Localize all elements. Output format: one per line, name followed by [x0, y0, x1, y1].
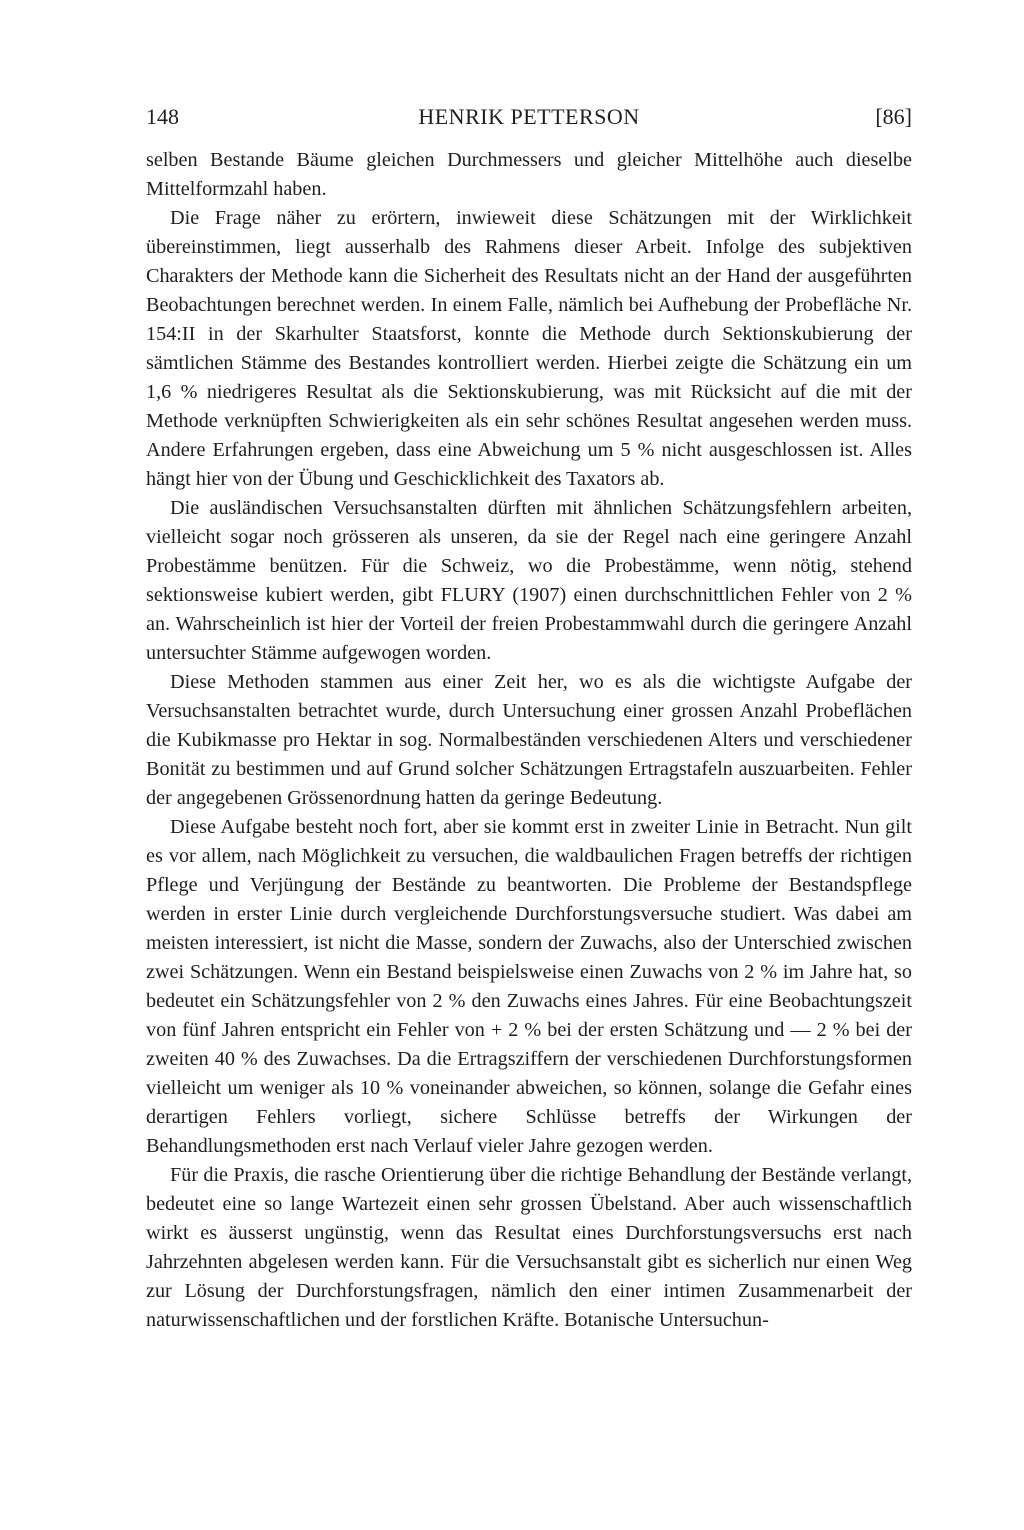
section-reference: [86] [875, 104, 912, 129]
book-page [146, 100, 912, 1335]
paragraph: Diese Methoden stammen aus einer Zeit her, wo es als die wichtigste Aufgabe der Versuchsanstalten betrachtet wurde, durch Untersuchung einer grossen Anzahl Probeflächen die Kubikmasse pro Hektar in sog. Normalbeständen verschiedenen Alters und verschiedener Bonität zu bestimmen und auf Grund solcher Schätzungen Ertragstafeln auszuarbeiten. Fehler der angegebenen Grössenordnung hatten da geringe Bedeutung. [146, 671, 912, 809]
running-title: HENRIK PETTERSON [418, 104, 640, 129]
page-number: 148 [146, 104, 179, 129]
paragraph: Die Frage näher zu erörtern, inwieweit diese Schätzungen mit der Wirklichkeit übereinstimmen, liegt ausserhalb des Rahmens dieser Arbeit. Infolge des subjektiven Charakters der Methode kann die Sicherheit des Resultats nicht an der Hand der ausgeführten Beobachtungen berechnet werden. In einem Falle, nämlich bei Aufhebung der Probefläche Nr. 154:II in der Skarhulter Staatsforst, konnte die Methode durch Sektionskubierung der sämtlichen Stämme des Bestandes kontrolliert werden. Hierbei zeigte die Schätzung ein um 1,6 % niedrigeres Resultat als die Sektionskubierung, was mit Rücksicht auf die mit der Methode verknüpften Schwierigkeiten als ein sehr schönes Resultat angesehen werden muss. Andere Erfahrungen ergeben, dass eine Abweichung um 5 % nicht ausgeschlossen ist. Alles hängt hier von der Übung und Geschicklichkeit des Taxators ab. [146, 207, 912, 490]
paragraph: Diese Aufgabe besteht noch fort, aber sie kommt erst in zweiter Linie in Betracht. Nun gilt es vor allem, nach Möglichkeit zu versuchen, die waldbaulichen Fragen betreffs der richtigen Pflege und Verjüngung der Bestände zu beantworten. Die Probleme der Bestandspflege werden in erster Linie durch vergleichende Durchforstungsversuche studiert. Was dabei am meisten interessiert, ist nicht die Masse, sondern der Zuwachs, also der Unterschied zwischen zwei Schätzungen. Wenn ein Bestand beispielsweise einen Zuwachs von 2 % im Jahre hat, so bedeutet ein Schätzungsfehler von 2 % den Zuwachs eines Jahres. Für eine Beobachtungszeit von fünf Jahren entspricht ein Fehler von + 2 % bei der ersten Schätzung und — 2 % bei der zweiten 40 % des Zuwachses. Da die Ertragsziffern der verschiedenen Durchforstungsformen vielleicht um weniger als 10 % voneinander abweichen, so können, solange die Gefahr eines derartigen Fehlers vorliegt, sichere Schlüsse betreffs der Wirkungen der Behandlungsmethoden erst nach Verlauf vieler Jahre gezogen werden. [146, 816, 912, 1157]
paragraph: Die ausländischen Versuchsanstalten dürften mit ähnlichen Schätzungsfehlern arbeiten, vielleicht sogar noch grösseren als unseren, da sie der Regel nach eine geringere Anzahl Probestämme benützen. Für die Schweiz, wo die Probestämme, wenn nötig, stehend sektionsweise kubiert werden, gibt FLURY (1907) einen durchschnittlichen Fehler von 2 % an. Wahrscheinlich ist hier der Vorteil der freien Probestammwahl durch die geringere Anzahl untersuchter Stämme aufgewogen worden. [146, 497, 912, 664]
paragraph-continued: selben Bestande Bäume gleichen Durchmessers und gleicher Mittelhöhe auch dieselbe Mittelformzahl haben. [146, 149, 912, 200]
running-header [146, 100, 912, 136]
body-text [146, 146, 912, 1335]
paragraph: Für die Praxis, die rasche Orientierung über die richtige Behandlung der Bestände verlangt, bedeutet eine so lange Wartezeit einen sehr grossen Übelstand. Aber auch wissenschaftlich wirkt es äusserst ungünstig, wenn das Resultat eines Durchforstungsversuchs erst nach Jahrzehnten abgelesen werden kann. Für die Versuchsanstalt gibt es sicherlich nur einen Weg zur Lösung der Durchforstungsfragen, nämlich den einer intimen Zusammenarbeit der naturwissenschaftlichen und der forstlichen Kräfte. Botanische Untersuchun- [146, 1164, 912, 1331]
